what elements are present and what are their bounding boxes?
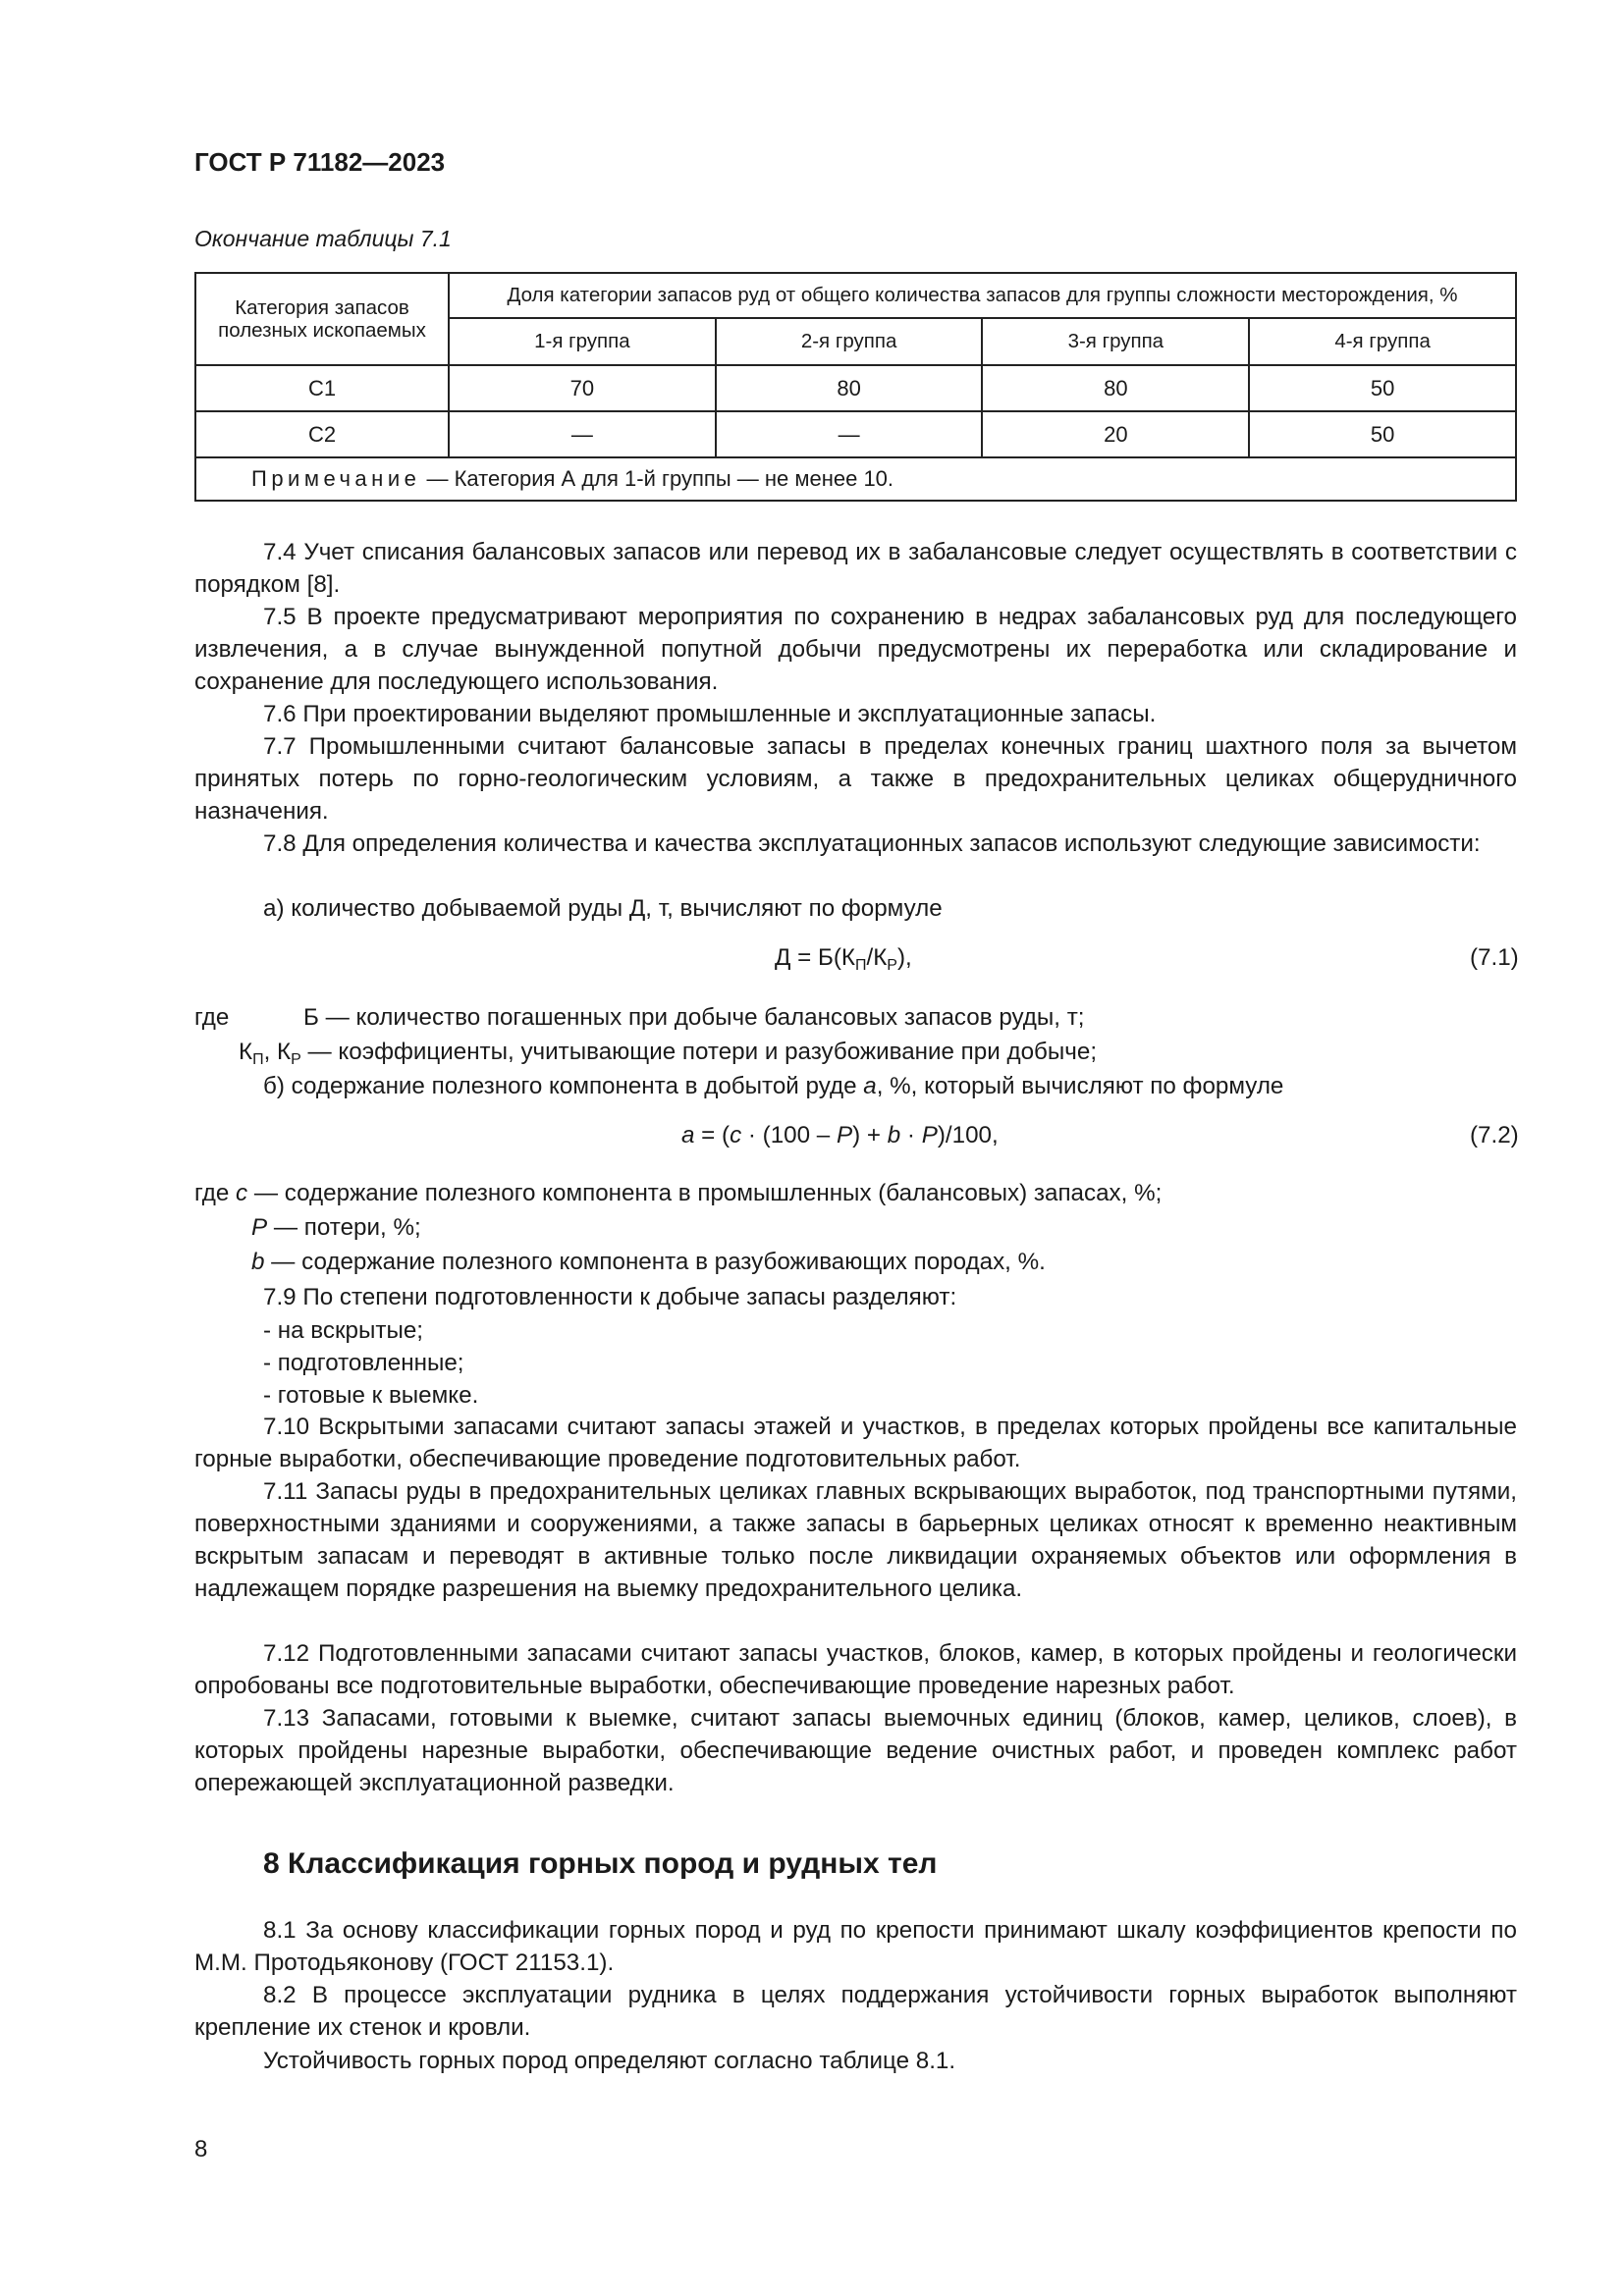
paragraph-7-11: 7.11 Запасы руды в предохранительных целиках главных вскрывающих выработок, под транспортными путями, поверхностными зданиями и сооружениями, а также запасы в барьерных целиках относят к временно неактивным вскрытым запасам и переводят в активные только после ликвидации охраняемых объектов или оформления в надлежащем порядке разрешения на выемку предохранительного целика. <box>194 1478 1517 1602</box>
cell-value: 70 <box>449 365 716 411</box>
cell-value: 50 <box>1249 411 1516 457</box>
paragraph-7-9: 7.9 По степени подготовленности к добыче запасы разделяют: <box>263 1284 957 1310</box>
group-3-header: 3-я группа <box>982 318 1249 365</box>
where-label: где <box>194 1004 230 1031</box>
formula-7-2-number: (7.2) <box>1470 1122 1519 1148</box>
table-row <box>195 365 1516 411</box>
table-caption: Окончание таблицы 7.1 <box>194 226 452 251</box>
cell-value: 20 <box>982 411 1249 457</box>
formula-7-1: $Д = Б(К_П/К_Р)$, <box>775 944 912 974</box>
formula-7-2: a = (c · (100 – P) + b · P)/100, <box>681 1122 999 1148</box>
note-text: — Категория А для 1-й группы — не менее 10. <box>420 466 894 491</box>
group-1-header: 1-я группа <box>449 318 716 365</box>
group-2-header: 2-я группа <box>716 318 983 365</box>
group-4-header: 4-я группа <box>1249 318 1516 365</box>
note-label: Примечание <box>251 466 421 491</box>
cell-value: 80 <box>716 365 983 411</box>
paragraph-7-4: 7.4 Учет списания балансовых запасов или перевод их в забалансовые следует осуществлять в соответствии с порядком [8]. <box>194 539 1517 598</box>
paragraph-7-12: 7.12 Подготовленными запасами считают запасы участков, блоков, камер, в которых пройдены и геологически опробованы все подготовительные выработки, обеспечивающие проведение нарезных работ. <box>194 1640 1517 1699</box>
group-header: Доля категории запасов руд от общего количества запасов для группы сложности месторождения, % <box>449 273 1516 318</box>
list-item: - на вскрытые; <box>263 1317 424 1344</box>
row-category: С2 <box>195 411 449 457</box>
paragraph-8-3: Устойчивость горных пород определяют согласно таблице 8.1. <box>263 2048 956 2074</box>
paragraph-7-8-b: б) содержание полезного компонента в добытой руде a, %, который вычисляют по формуле <box>263 1073 1284 1099</box>
table-note <box>195 457 1516 501</box>
definition-c: где c — содержание полезного компонента в промышленных (балансовых) запасах, %; <box>194 1180 1163 1206</box>
definition-k: $К_П$, $К_Р$ — коэффициенты, учитывающие потери и разубоживание при добыче; <box>239 1039 1098 1068</box>
definition-p: P — потери, %; <box>251 1214 421 1241</box>
list-item: - подготовленные; <box>263 1350 464 1376</box>
definition-b-var: b — содержание полезного компонента в разубоживающих породах, %. <box>251 1249 1046 1275</box>
paragraph-8-1: 8.1 За основу классификации горных пород и руд по крепости принимают шкалу коэффициентов крепости по М.М. Протодьяконову (ГОСТ 21153.1). <box>194 1917 1517 1976</box>
page-number: 8 <box>194 2136 208 2163</box>
list-item: - готовые к выемке. <box>263 1382 479 1409</box>
table-7-1 <box>194 272 1517 502</box>
section-8-title: 8 Классификация горных пород и рудных тел <box>263 1847 938 1880</box>
paragraph-7-6: 7.6 При проектировании выделяют промышленные и эксплуатационные запасы. <box>263 701 1157 727</box>
row-category: С1 <box>195 365 449 411</box>
paragraph-8-2: 8.2 В процессе эксплуатации рудника в целях поддержания устойчивости горных выработок выполняют крепление их стенок и кровли. <box>194 1982 1517 2041</box>
table-row <box>195 411 1516 457</box>
paragraph-7-7: 7.7 Промышленными считают балансовые запасы в пределах конечных границ шахтного поля за вычетом принятых потерь по горно-геологическим условиям, а также в предохранительных целиках общерудничного назначения. <box>194 733 1517 825</box>
cell-value: 80 <box>982 365 1249 411</box>
paragraph-7-8-a: а) количество добываемой руды Д, т, вычисляют по формуле <box>263 895 943 922</box>
cell-value: — <box>716 411 983 457</box>
paragraph-7-8: 7.8 Для определения количества и качества эксплуатационных запасов используют следующие зависимости: <box>263 830 1481 857</box>
cell-value: — <box>449 411 716 457</box>
formula-7-1-number: (7.1) <box>1470 944 1519 971</box>
paragraph-7-10: 7.10 Вскрытыми запасами считают запасы этажей и участков, в пределах которых пройдены все капитальные горные выработки, обеспечивающие проведение подготовительных работ. <box>194 1414 1517 1472</box>
definition-b: Б — количество погашенных при добыче балансовых запасов руды, т; <box>303 1004 1085 1031</box>
category-header: Категория запасов полезных ископаемых <box>195 273 449 365</box>
paragraph-7-13: 7.13 Запасами, готовыми к выемке, считают запасы выемочных единиц (блоков, камер, целиков, слоев), в которых пройдены нарезные выработки, обеспечивающие ведение очистных работ, и проведен комплекс работ опережающей эксплуатационной разведки. <box>194 1705 1517 1796</box>
cell-value: 50 <box>1249 365 1516 411</box>
paragraph-7-5: 7.5 В проекте предусматривают мероприятия по сохранению в недрах забалансовых руд для последующего извлечения, а в случае вынужденной попутной добычи предусмотрены их переработка или складирование и сохранение для последующего использования. <box>194 604 1517 695</box>
document-code: ГОСТ Р 71182—2023 <box>194 147 446 177</box>
